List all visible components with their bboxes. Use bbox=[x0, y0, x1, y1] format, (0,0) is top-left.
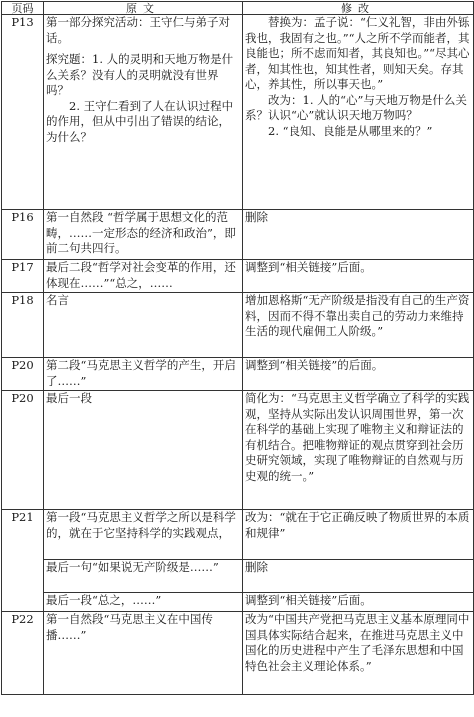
original-cell bbox=[44, 210, 243, 260]
original-cell bbox=[44, 15, 243, 210]
original-cell bbox=[44, 293, 243, 358]
original-cell bbox=[44, 260, 243, 293]
page-cell: P21 bbox=[2, 510, 44, 612]
revision-cell bbox=[243, 260, 474, 293]
original-text: 最后一段“总之，……” bbox=[46, 593, 162, 607]
original-text: 第一部分探究活动：王守仁与弟子对话。 bbox=[46, 15, 230, 45]
table-header-row bbox=[2, 2, 474, 15]
table-row bbox=[2, 260, 474, 293]
original-cell bbox=[44, 510, 243, 560]
table-row bbox=[2, 593, 474, 612]
revision-text: 改为：“就在于它正确反映了物质世界的本质和规律” bbox=[245, 510, 470, 540]
revision-text: 替换为：孟子说：“仁义礼智，非由外铄我也，我固有之也。”“人之所不学而能者，其良能也；所不虑而知者，其良知也。”“尽其心者，知其性也，知其性者，则知天矣。存其心，养其性，所以事天也。” bbox=[245, 15, 470, 91]
original-cell bbox=[44, 560, 243, 593]
original-text: 名言 bbox=[46, 293, 69, 307]
revision-text: 2. “良知、良能是从哪里来的？” bbox=[245, 123, 433, 138]
page-cell: P22 bbox=[2, 612, 44, 695]
page-cell: P17 bbox=[2, 260, 44, 293]
revision-cell bbox=[243, 210, 474, 260]
revision-table bbox=[1, 1, 474, 695]
table-row bbox=[2, 358, 474, 391]
original-text: 最后一句“如果说无产阶级是……” bbox=[46, 560, 219, 574]
original-text: 最后二段“哲学对社会变革的作用，还体现在……”“总之，…… bbox=[46, 260, 236, 290]
original-text: 第一段“马克思主义哲学之所以是科学的，就在于它坚持科学的实践观点， bbox=[46, 510, 236, 540]
revision-cell bbox=[243, 358, 474, 391]
table-row bbox=[2, 210, 474, 260]
revision-cell bbox=[243, 612, 474, 695]
original-text: 最后一段 bbox=[46, 391, 92, 405]
table-row bbox=[2, 391, 474, 510]
original-cell bbox=[44, 593, 243, 612]
table-row bbox=[2, 612, 474, 695]
revision-document bbox=[0, 1, 474, 717]
table-row bbox=[2, 293, 474, 358]
revision-cell bbox=[243, 593, 474, 612]
revision-text: 调整到“相关链接”后面。 bbox=[245, 593, 372, 607]
original-cell bbox=[44, 391, 243, 510]
header-original: 原文 bbox=[44, 2, 243, 15]
revision-cell bbox=[243, 293, 474, 358]
table-row bbox=[2, 15, 474, 210]
original-cell bbox=[44, 358, 243, 391]
revision-text: 增加恩格斯“无产阶级是指没有自己的生产资料，因而不得不靠出卖自己的劳动力来维持生活的现代雇佣工人阶级。” bbox=[245, 293, 470, 338]
revision-text: 改为“中国共产党把马克思主义基本原理同中国具体实际结合起来，在推进马克思主义中国化的历史进程中产生了毛泽东思想和中国特色社会主义理论体系。” bbox=[245, 612, 470, 673]
table-row bbox=[2, 510, 474, 560]
revision-text: 调整到“相关链接”的后面。 bbox=[245, 358, 384, 372]
page-cell: P13 bbox=[2, 15, 44, 210]
revision-text: 删除 bbox=[245, 210, 268, 224]
original-text: 第一自然段“马克思主义在中国传播……” bbox=[46, 612, 213, 642]
revision-text: 简化为：“马克思主义哲学确立了科学的实践观，坚持从实际出发认识周围世界，第一次在科学的基础上实现了唯物主义和辩证法的有机结合。把唯物辩证的观点贯穿到社会历史研究领域，实现了唯物辩证的自然观与历史观的统一。” bbox=[245, 391, 470, 483]
original-text: 第二段“马克思主义哲学的产生，开启了……” bbox=[46, 358, 236, 388]
table-row bbox=[2, 560, 474, 593]
revision-text: 调整到“相关链接”后面。 bbox=[245, 260, 372, 274]
page-cell: P18 bbox=[2, 293, 44, 358]
revision-cell bbox=[243, 560, 474, 593]
page-cell: P16 bbox=[2, 210, 44, 260]
revision-cell bbox=[243, 510, 474, 560]
revision-cell bbox=[243, 15, 474, 210]
original-text: 探究题：1. 人的灵明和天地万物是什么关系？没有人的灵明就没有世界吗？ bbox=[46, 52, 234, 97]
page-cell: P20 bbox=[2, 358, 44, 391]
header-page: 页码 bbox=[2, 2, 44, 15]
revision-cell bbox=[243, 391, 474, 510]
page-cell: P20 bbox=[2, 391, 44, 510]
original-text: 第一自然段 “哲学属于思想文化的范畴，……一定形态的经济和政治”，即前二句共四行。 bbox=[46, 210, 236, 255]
revision-text: 改为：1. 人的“心”与天地万物是什么关系？认识“心”就认识天地万物吗？ bbox=[245, 92, 467, 122]
original-cell bbox=[44, 612, 243, 695]
header-revision: 修改 bbox=[243, 2, 474, 15]
original-text: 2. 王守仁看到了人在认识过程中的作用，但从中引出了错误的结论，为什么？ bbox=[46, 98, 234, 144]
revision-text: 删除 bbox=[245, 560, 268, 574]
